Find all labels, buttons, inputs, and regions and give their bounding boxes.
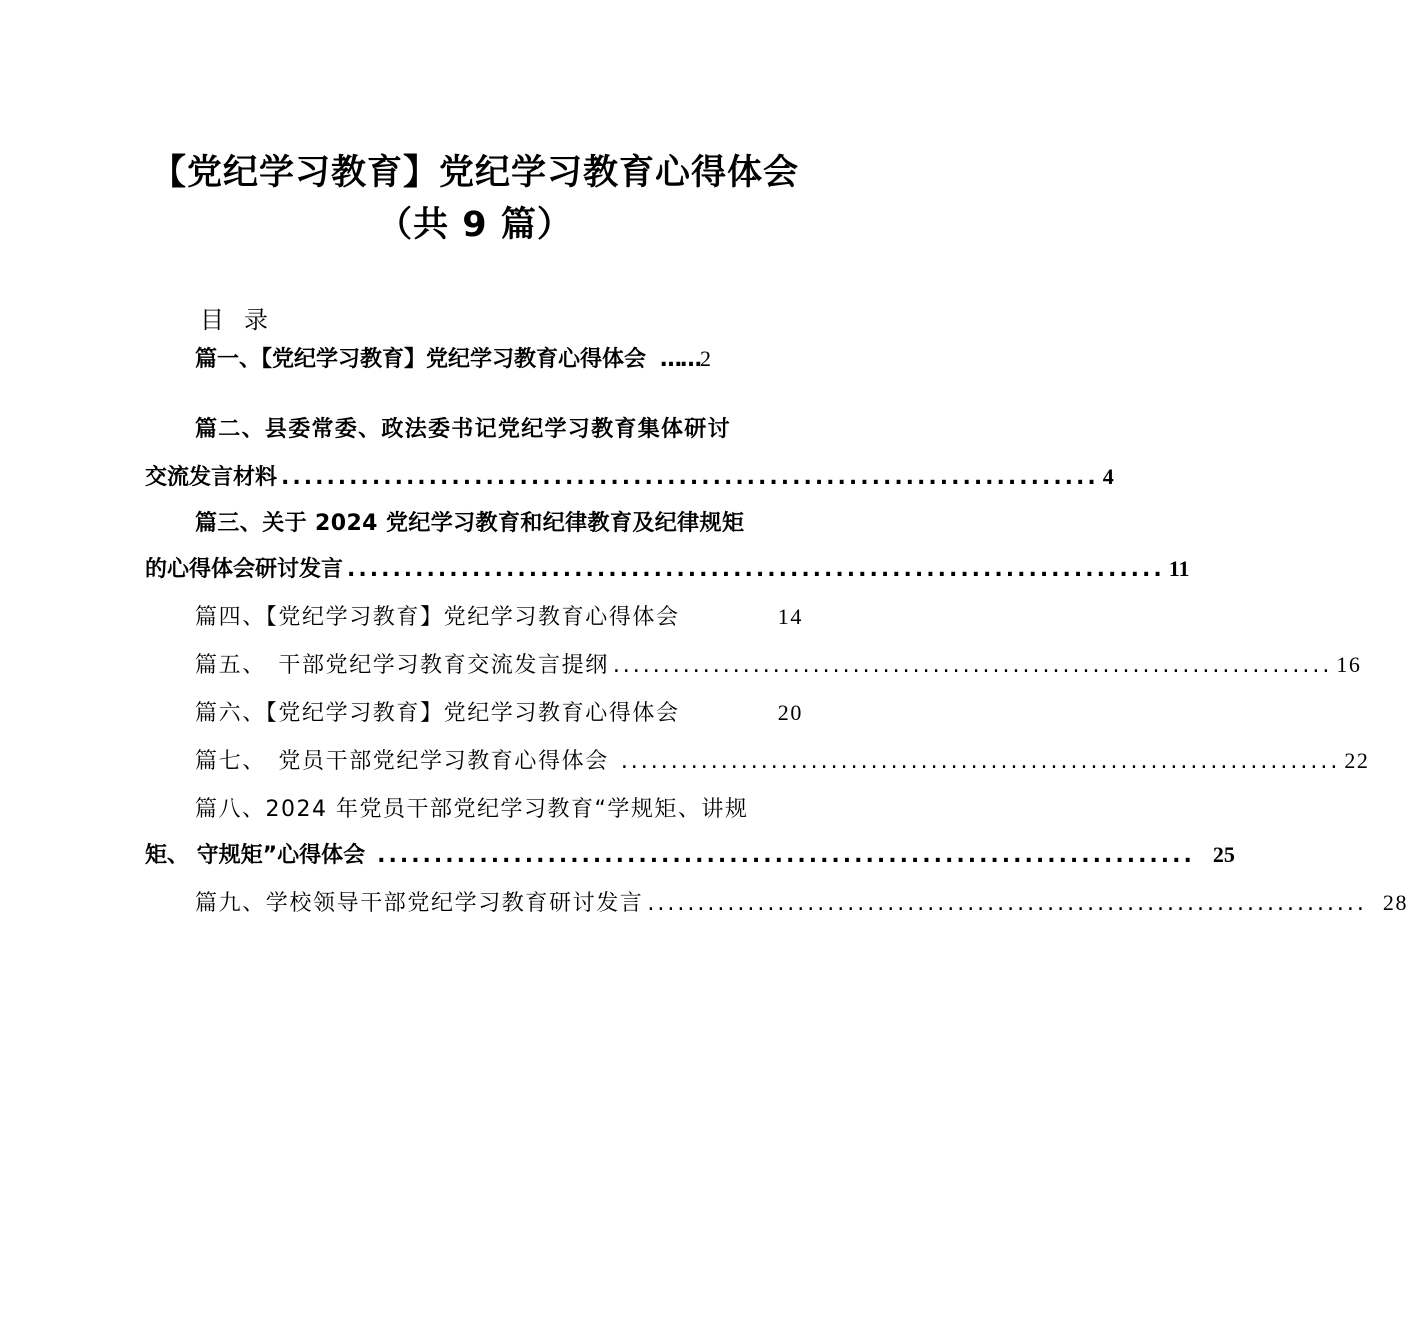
toc-page-number: 20 <box>777 700 803 725</box>
toc-entry-title: 矩、 守规矩”心得体会 <box>145 843 366 868</box>
toc-page-number: 16 <box>1336 652 1362 677</box>
toc-page-number: 2 <box>700 346 712 371</box>
toc-leader: ........................................................................ <box>347 557 1165 582</box>
document-subtitle: （共 9 篇） <box>377 205 573 245</box>
toc-leader: ........................................................................ <box>377 843 1195 868</box>
toc-entry-title: 篇五、 干部党纪学习教育交流发言提纲 <box>195 653 609 678</box>
toc-page-number: 4 <box>1102 464 1114 489</box>
toc-page-number: 11 <box>1168 556 1190 581</box>
toc-leader: ........................................................................ <box>612 653 1333 678</box>
toc-entry-1[interactable] <box>195 342 803 382</box>
toc-entry-8[interactable] <box>145 838 1235 878</box>
toc-entry-5[interactable] <box>195 648 1362 688</box>
toc-page-number: 25 <box>1212 842 1235 867</box>
toc-leader: …… <box>660 347 701 372</box>
toc-entry-title: 交流发言材料 <box>145 465 278 490</box>
toc-entry-8-line1[interactable]: 篇八、2024 年党员干部党纪学习教育“学规矩、讲规 <box>195 797 749 822</box>
toc-page-number: 28 <box>1382 890 1408 915</box>
toc-entry-title: 篇七、 党员干部党纪学习教育心得体会 <box>195 749 609 774</box>
toc-entry-3-line1[interactable]: 篇三、关于 2024 党纪学习教育和纪律教育及纪律规矩 <box>195 511 745 536</box>
toc-heading: 目录 <box>200 306 288 334</box>
toc-page-number: 14 <box>777 604 803 629</box>
toc-entry-6[interactable] <box>195 696 803 736</box>
toc-entry-2-line1[interactable]: 篇二、县委常委、政法委书记党纪学习教育集体研讨 <box>195 417 731 442</box>
toc-entry-title: 的心得体会研讨发言 <box>145 557 344 582</box>
toc-page-number: 22 <box>1344 748 1370 773</box>
toc-entry-2[interactable] <box>145 460 1114 500</box>
toc-entry-title: 篇六、【党纪学习教育】党纪学习教育心得体会 <box>195 701 680 726</box>
toc-leader: ........................................................................ <box>620 749 1341 774</box>
toc-leader: ........................................................................ <box>647 891 1367 916</box>
toc-entry-title: 篇九、学校领导干部党纪学习教育研讨发言 <box>195 891 644 916</box>
toc-entry-title: 篇一、【党纪学习教育】党纪学习教育心得体会 <box>195 347 647 372</box>
toc-entry-title: 篇四、【党纪学习教育】党纪学习教育心得体会 <box>195 605 680 630</box>
toc-entry-3[interactable] <box>145 552 1190 592</box>
toc-leader: ........................................................................ <box>281 465 1099 490</box>
toc-entry-7[interactable] <box>195 744 1370 784</box>
toc-entry-9[interactable] <box>195 886 1408 926</box>
toc-entry-4[interactable] <box>195 600 803 640</box>
document-title: 【党纪学习教育】党纪学习教育心得体会 <box>150 153 799 193</box>
